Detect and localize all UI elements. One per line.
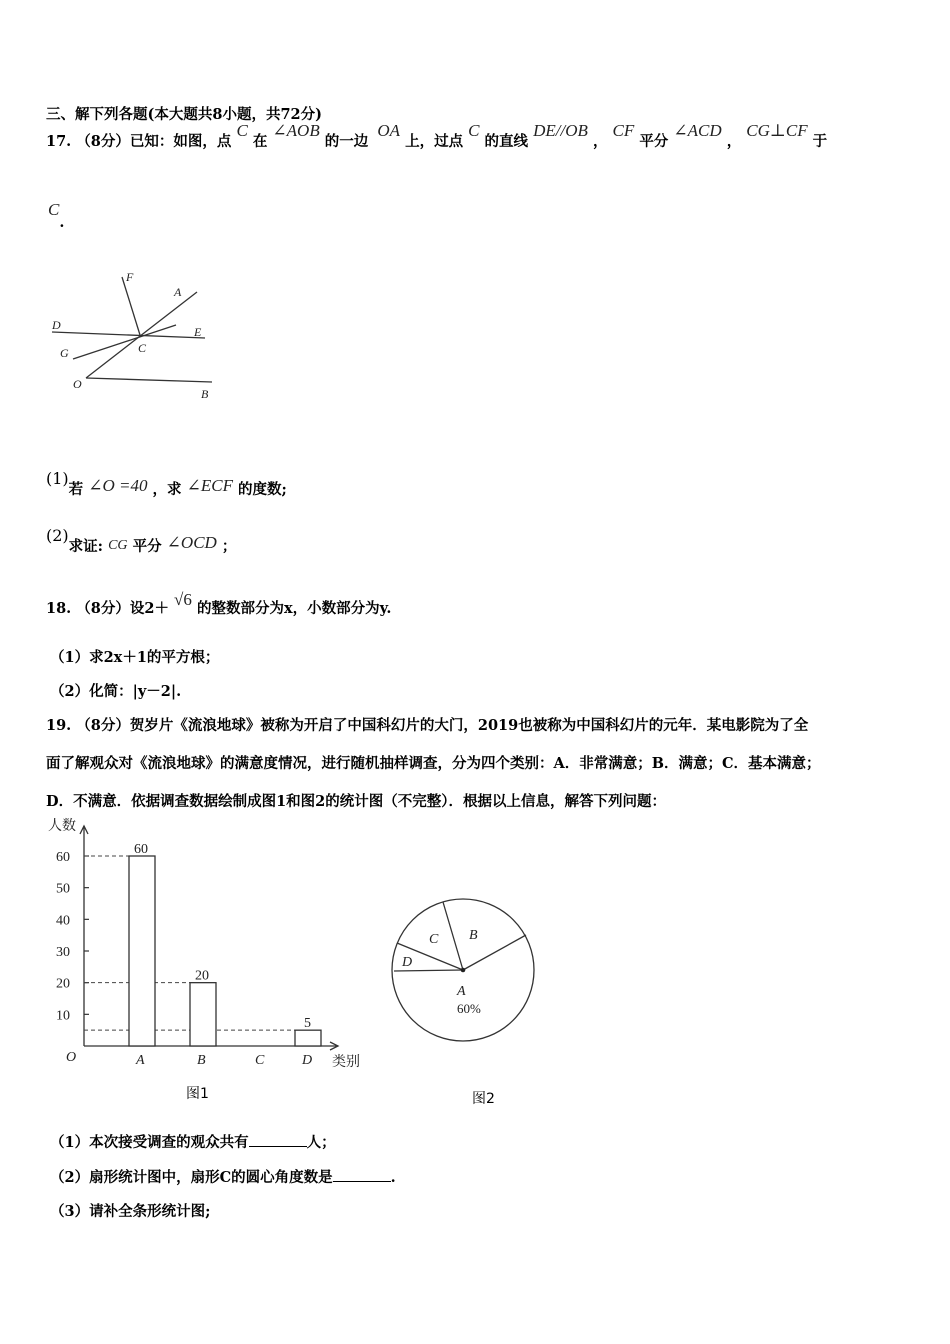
- label-d: D: [52, 318, 61, 332]
- line-gc: [73, 325, 176, 359]
- q17-part1-text: ，求: [152, 481, 182, 498]
- q17-geometry-figure: [40, 262, 240, 407]
- pie-slice-b-label: B: [469, 928, 478, 943]
- q17-part2: [46, 526, 237, 556]
- part-number: (1): [46, 469, 69, 488]
- y-axis-label: 人数: [48, 819, 76, 834]
- q18-stem: [46, 590, 392, 618]
- bar-value-label-a: 60: [134, 842, 148, 857]
- q17-part1: [46, 469, 287, 499]
- q19-part1: [50, 1131, 336, 1152]
- ray-oa: [86, 292, 197, 378]
- bar-value-label-b: 20: [195, 968, 209, 984]
- q17-text: ，: [726, 133, 742, 150]
- bar-d: [295, 1030, 321, 1046]
- q17-part1-text: 的度数;: [238, 481, 287, 498]
- q17-stem: [46, 121, 828, 151]
- math-sqrt6: √6: [174, 590, 192, 609]
- q17-number: 17.: [46, 133, 72, 150]
- q18-part2: （2）化简：|y－2|.: [50, 683, 182, 700]
- q19-part3: （3）请补全条形统计图;: [50, 1203, 211, 1220]
- q17-text: 在: [252, 133, 268, 150]
- q17-part2-text: 平分: [132, 538, 162, 555]
- math-parallel: DE//OB: [533, 121, 588, 140]
- label-e: E: [194, 325, 202, 339]
- answer-blank-2[interactable]: [333, 1167, 391, 1182]
- pie-slice-a-label: A: [457, 984, 466, 999]
- y-tick-label-20: 20: [56, 976, 70, 992]
- label-a: A: [174, 285, 182, 299]
- y-tick-label-10: 10: [56, 1008, 70, 1024]
- q19-stem-line1: 19. （8分）贺岁片《流浪地球》被称为开启了中国科幻片的大门，2019也被称为中国科幻片的元年．某电影院为了全: [46, 717, 809, 734]
- fig1-caption: 图1: [186, 1086, 209, 1102]
- pie-divider-da: [394, 970, 463, 971]
- q19-stem-line2: 面了解观众对《流浪地球》的满意度情况，进行随机抽样调查，分为四个类别：A．非常满意；B．满意；C．基本满意；: [46, 755, 821, 772]
- pie-slice-c-label: C: [429, 932, 439, 947]
- q19-part1-text: 人；: [306, 1134, 336, 1151]
- q17-text: 上，过点: [405, 133, 464, 150]
- line-de: [52, 332, 205, 338]
- q17-score: （8分）: [76, 133, 130, 150]
- math-angle-ecf: ∠ECF: [186, 476, 233, 495]
- q18-part1: （1）求2x＋1的平方根；: [50, 649, 220, 666]
- math-point-c: C: [48, 200, 60, 219]
- pie-divider-bc: [443, 902, 463, 970]
- q19-part2: [50, 1166, 396, 1187]
- y-tick-label-30: 30: [56, 945, 70, 960]
- ray-cf: [122, 277, 140, 335]
- q17-text: 于: [812, 133, 828, 150]
- q17-text: ，: [592, 133, 608, 150]
- q17-text: 已知：如图，点: [129, 133, 232, 150]
- origin-label: O: [66, 1050, 77, 1065]
- q19-stem-line3: D．不满意．依据调查数据绘制成图1和图2的统计图（不完整）．根据以上信息，解答下列问题：: [46, 793, 666, 810]
- ray-ob: [86, 378, 212, 382]
- y-tick-label-60: 60: [56, 850, 70, 865]
- q17-text: 平分: [639, 133, 669, 150]
- pie-center: [461, 968, 466, 973]
- q17-part2-text: 求证:: [68, 538, 104, 555]
- pie-slice-d-label: D: [402, 955, 413, 970]
- pie-chart-figure: [386, 895, 546, 1055]
- q19-part2-text: .: [390, 1169, 396, 1186]
- bar-chart-figure: [46, 814, 386, 1074]
- math-angle-ocd: ∠OCD: [166, 533, 217, 552]
- x-axis-label: 类别: [332, 1055, 360, 1070]
- bar-a: [129, 856, 155, 1046]
- math-point-c: C: [468, 121, 480, 140]
- part-number: (2): [46, 526, 69, 545]
- pie-slice-a-percent: 60%: [457, 1001, 481, 1016]
- y-tick-label-40: 40: [56, 913, 70, 929]
- section-header: 三、解下列各题(本大题共8小题，共72分): [46, 106, 322, 123]
- q17-period: .: [59, 214, 65, 231]
- q18-score: （8分）: [76, 600, 130, 617]
- q17-stem-end: [48, 200, 65, 231]
- q17-text: 的一边: [324, 133, 369, 150]
- q17-text: 的直线: [484, 133, 529, 150]
- math-perpendicular: CG⊥CF: [746, 121, 808, 140]
- label-f: F: [126, 270, 134, 284]
- q18-text: 设2＋: [129, 600, 169, 617]
- answer-blank-1[interactable]: [249, 1132, 307, 1147]
- math-segment-cg: CG: [108, 538, 128, 553]
- label-g: G: [60, 346, 69, 360]
- category-label-c: C: [255, 1053, 265, 1068]
- fig2-caption: 图2: [472, 1091, 495, 1107]
- q19-part2-text: （2）扇形统计图中，扇形C的圆心角度数是: [50, 1169, 333, 1186]
- y-tick-label-50: 50: [56, 881, 70, 897]
- q18-text: 的整数部分为x，小数部分为y.: [196, 600, 392, 617]
- math-angle-acd: ∠ACD: [673, 121, 722, 140]
- category-label-a: A: [136, 1053, 145, 1068]
- math-angle-o: ∠O =40: [88, 476, 148, 495]
- math-angle-aob: ∠AOB: [272, 121, 320, 140]
- label-b: B: [201, 387, 209, 401]
- q17-part1-text: 若: [68, 481, 84, 498]
- bar-b: [190, 983, 216, 1046]
- category-label-d: D: [302, 1053, 313, 1068]
- category-label-b: B: [197, 1053, 206, 1068]
- label-c: C: [138, 341, 147, 355]
- label-o: O: [73, 377, 82, 391]
- q18-number: 18.: [46, 600, 72, 617]
- math-segment-oa: OA: [377, 121, 401, 140]
- q17-part2-text: ；: [221, 538, 237, 555]
- math-point-c: C: [236, 121, 248, 140]
- math-segment-cf: CF: [612, 121, 635, 140]
- q19-part1-text: （1）本次接受调查的观众共有: [50, 1134, 249, 1151]
- bar-value-label-d: 5: [304, 1016, 311, 1032]
